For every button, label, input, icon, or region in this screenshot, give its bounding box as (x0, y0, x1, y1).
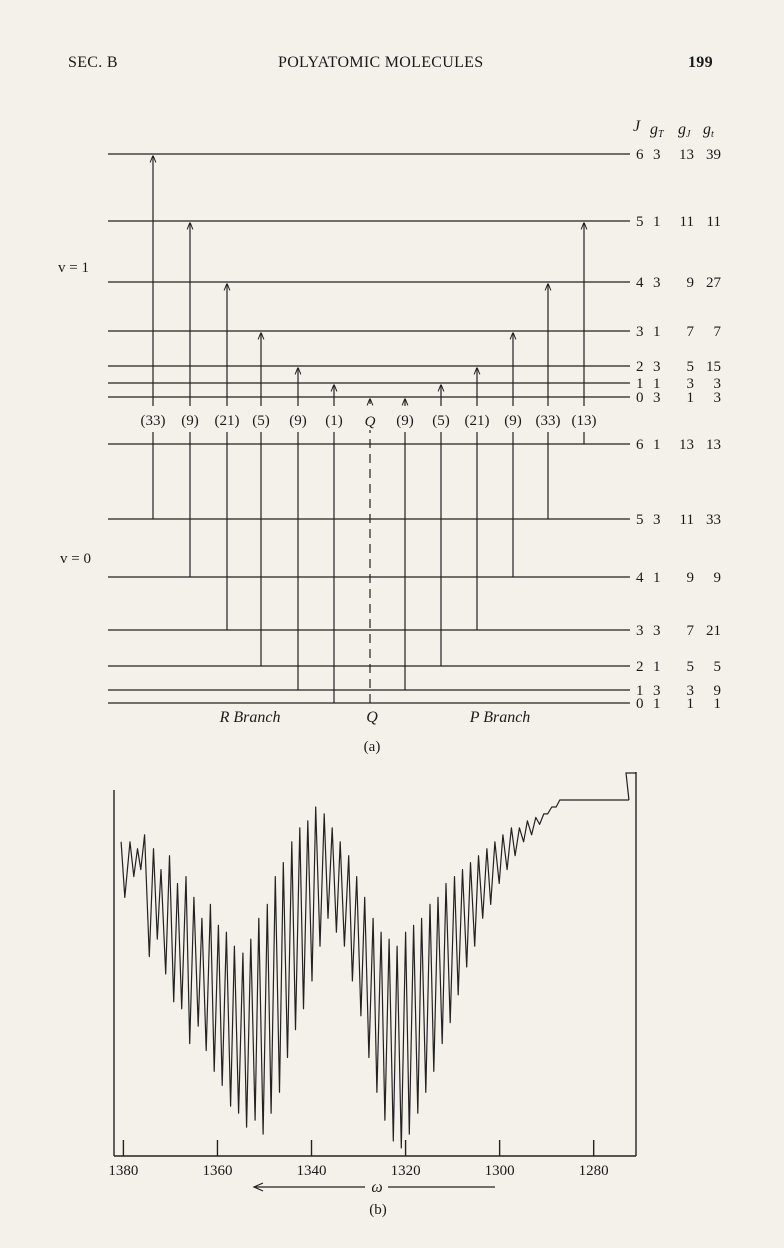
x-tick-label: 1380 (108, 1163, 139, 1179)
level-J: 0 (636, 390, 644, 406)
level-gT: 3 (653, 390, 661, 406)
v1-label: v = 1 (58, 260, 89, 276)
level-gT: 3 (653, 147, 661, 163)
level-gt: 3 (713, 376, 721, 392)
level-gT: 1 (653, 570, 661, 586)
level-gt: 15 (706, 359, 721, 375)
level-J: 5 (636, 214, 644, 230)
level-gt: 21 (706, 623, 721, 639)
level-gJ: 3 (686, 683, 694, 699)
level-gJ: 9 (686, 275, 694, 291)
transition-label: (9) (181, 413, 199, 429)
level-J: 3 (636, 324, 644, 340)
level-gT: 1 (653, 324, 661, 340)
level-gt: 9 (713, 683, 721, 699)
level-J: 4 (636, 570, 644, 586)
x-tick-label: 1340 (296, 1163, 327, 1179)
spectrum-trace (121, 800, 629, 1148)
level-J: 0 (636, 696, 644, 712)
transition-label: Q (364, 414, 376, 430)
level-gt: 7 (713, 324, 721, 340)
transition-label: (5) (252, 413, 270, 429)
transition-label: (5) (432, 413, 450, 429)
level-gT: 3 (653, 683, 661, 699)
x-tick-label: 1320 (390, 1163, 421, 1179)
col-header-J: J (633, 118, 641, 135)
p-branch-label: P Branch (469, 709, 531, 726)
level-gT: 1 (653, 437, 661, 453)
level-J: 6 (636, 147, 644, 163)
transition-label: (13) (571, 413, 597, 429)
level-gt: 13 (706, 437, 721, 453)
level-gt: 39 (706, 147, 721, 163)
level-gT: 3 (653, 623, 661, 639)
level-J: 4 (636, 275, 644, 291)
level-gJ: 1 (686, 696, 694, 712)
level-gt: 1 (713, 696, 721, 712)
level-J: 5 (636, 512, 644, 528)
level-gt: 3 (713, 390, 721, 406)
caption-a: (a) (363, 739, 381, 755)
level-J: 2 (636, 359, 644, 375)
level-gJ: 11 (679, 214, 694, 230)
level-gJ: 13 (679, 437, 694, 453)
x-axis-label: ω (371, 1179, 383, 1196)
level-gT: 1 (653, 376, 661, 392)
transition-label: (33) (535, 413, 561, 429)
x-tick-label: 1360 (202, 1163, 233, 1179)
transition-label: (1) (325, 413, 343, 429)
level-gJ: 5 (686, 659, 694, 675)
level-gT: 3 (653, 359, 661, 375)
col-header-gt: gt (703, 121, 714, 140)
transition-label: (9) (396, 413, 414, 429)
level-gJ: 3 (686, 376, 694, 392)
level-gT: 1 (653, 696, 661, 712)
level-gJ: 9 (686, 570, 694, 586)
v0-label: v = 0 (60, 551, 91, 567)
transition-label: (21) (214, 413, 240, 429)
level-gJ: 5 (686, 359, 694, 375)
level-gT: 3 (653, 275, 661, 291)
r-branch-label: R Branch (219, 709, 281, 726)
level-gt: 9 (713, 570, 721, 586)
section-label: SEC. B (68, 54, 118, 71)
caption-b: (b) (369, 1202, 387, 1218)
level-gJ: 7 (686, 324, 694, 340)
level-J: 1 (636, 376, 644, 392)
level-gt: 11 (706, 214, 721, 230)
col-header-gJ: gJ (678, 121, 691, 140)
level-gt: 33 (706, 512, 721, 528)
level-gJ: 11 (679, 512, 694, 528)
x-tick-label: 1280 (578, 1163, 609, 1179)
level-gJ: 13 (679, 147, 694, 163)
q-branch-label: Q (366, 709, 378, 726)
col-header-gT: gT (650, 121, 664, 140)
level-J: 2 (636, 659, 644, 675)
transition-label: (21) (464, 413, 490, 429)
level-gt: 5 (713, 659, 721, 675)
level-gT: 3 (653, 512, 661, 528)
level-gt: 27 (706, 275, 721, 291)
level-J: 6 (636, 437, 644, 453)
running-title: POLYATOMIC MOLECULES (278, 54, 484, 71)
transition-label: (33) (140, 413, 166, 429)
transition-label: (9) (504, 413, 522, 429)
spectrum-trace-end (626, 773, 636, 800)
level-gJ: 1 (686, 390, 694, 406)
page-number: 199 (688, 54, 713, 71)
level-J: 3 (636, 623, 644, 639)
level-J: 1 (636, 683, 644, 699)
x-tick-label: 1300 (484, 1163, 515, 1179)
level-gT: 1 (653, 659, 661, 675)
transition-label: (9) (289, 413, 307, 429)
level-gJ: 7 (686, 623, 694, 639)
level-gT: 1 (653, 214, 661, 230)
